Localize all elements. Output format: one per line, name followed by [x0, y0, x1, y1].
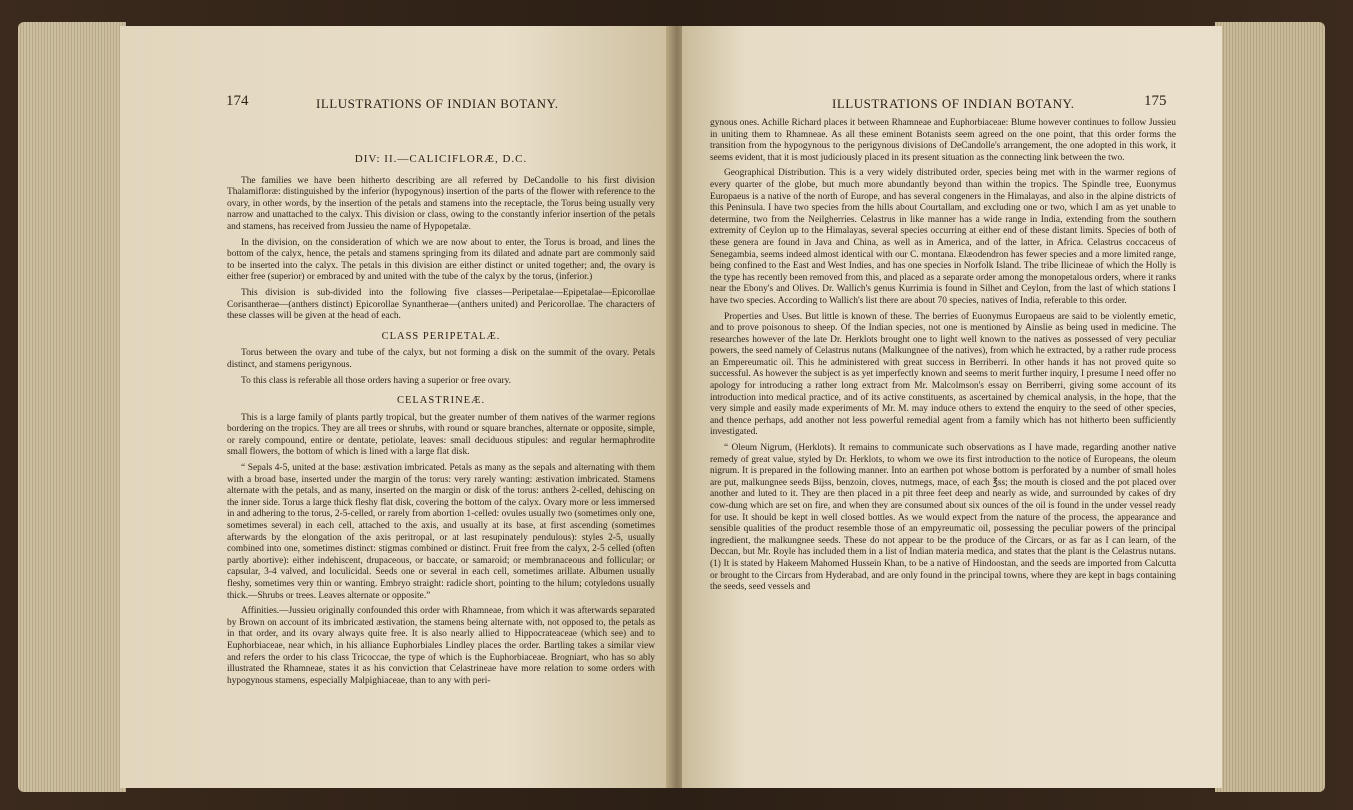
- division-heading: DIV: II.—CALICIFLORÆ, D.C.: [354, 153, 528, 165]
- page-number: 174: [226, 93, 249, 109]
- paragraph: “ Sepals 4-5, united at the base: æstivation imbricated. Petals as many as the sepals and alternating with them with a broad base, inserted under the margin of the torus: very rarely wanting: æstivation imbricated. Stamens alternate with the petals, and as many, inserted on the margin or disk of the torus: anthers 2-celled, dehiscing on the inner side. Torus a large thick fleshy flat disk, covering the bottom of the calyx. Ovary more or less immersed in and adhering to the torus, 2-5-celled, or rarely from abortion 1-celled: ovules usually two (sometimes only one, sometimes several) in each cell, attached to the axis, and usually at its base, at first ascending (sometimes afterwards by the elongation of the axis peritropal, or at last resupinately pendulous): styles 2-5, usually combined into one, sometimes distinct: stigmas combined or distinct. Fruit free from the calyx, 2-5 celled (often partly abortive): either indehiscent, drupaceous, or baccate, or samaroid; or membranaceous and follicular; or capsular, 3-4 valved, and loculicidal. Seeds one or several in each cell, sometimes arillate. Albumen usually fleshy, sometimes very thin or wanting. Embryo straight: radicle short, pointing to the hilum; cotyledons usually thick.—Shrubs or trees. Leaves alternate or opposite.”: [227, 463, 655, 601]
- paragraph: Properties and Uses. But little is known of these. The berries of Euonymus Europaeus are said to be violently emetic, and to prove poisonous to sheep. Of the Indian species, not one is mentioned by Ainslie as being used in medicine. The researches however of the late Dr. Herklots brought one to light well known to the natives as possessed of very peculiar powers, the seed namely of Celastrus nutans (Malkungnee of the natives), from which he extracted, by a rather rude process an Empereumatic oil. This he administered with great success in Berriberri. In other hands it has not proved quite so successful. As however the subject is as yet imperfectly known and seems to merit further inquiry, I presume I need offer no apology for introducing a rather long extract from Mr. Malcolmson's essay on Berriberri, giving some account of its introduction into medical practice, and of its active constituents, as ascertained by chemical analysis, in the hope, that the very simple and easily made experiments of Mr. M. may induce others to extend the enquiry to the seed of other species, and thence perhaps, add another not less powerful remedial agent from a family which has not hitherto been sufficiently investigated.: [710, 311, 1176, 438]
- paragraph: Affinities.—Jussieu originally confounded this order with Rhamneae, from which it was afterwards separated by Brown on account of its imbricated æstivation, the stamens being alternate with, not opposed to, the petals as in that order, and its ovary always quite free. It is also nearly allied to Hippocrateaceae (which see) and to Euphorbiaceae, near which, in his alliance Euphorbiales Lindley places the order. Bartling takes a similar view and refers the order to his class Tricoccae, the type of which is the Euphorbiaceae. Brogniart, who has so ably illustrated the Rhamneae, states it as his conviction that Celastrineae have more relation to some orders with hypogynous stamens, especially Malpighiaceae, than to any with peri-: [227, 606, 655, 686]
- paragraph: “ Oleum Nigrum, (Herklots). It remains to communicate such observations as I have made, regarding another native remedy of great value, styled by Dr. Herklots, to whom we owe its first introduction to the notice of Europeans, the oleum nigrum. It is prepared in the following manner. Into an earthen pot whose bottom is perforated by a number of small holes are put, malkungnee seeds Bijss, benzoin, cloves, nutmegs, mace, of each ℥ss; the mouth is closed and the pot placed over another and luted to it. They are then placed in a pit three feet deep and nearly as wide, and surrounded by cakes of dry cow-dung which are set on fire, and when they are consumed about six ounces of the oil is found in the under vessel ready for use. It should be kept in well closed bottles. As we would expect from the nature of the process, the appearance and sensible qualities of the product resemble those of an empyreumatic oil, possessing the peculiar powers of the principal ingredient, the malkungnee seeds. These do not appear to be the produce of the Circars, or as far as I can learn, of the Deccan, but Mr. Royle has included them in a list of Indian materia medica, and states that the plant is the Celastrus nutans.(1) It is stated by Hakeem Mahomed Hussein Khan, to be a native of Hindoostan, and the seeds are imported from Calcutta or brought to the Circars from Hyderabad, and are only found in the principal towns, where they are kept in bags containing the seeds, seed vessels and: [710, 443, 1176, 593]
- left-text-column: [227, 154, 655, 691]
- paragraph: Geographical Distribution. This is a very widely distributed order, species being met with in the warmer regions of every quarter of the globe, but much more abundantly beyond than within the tropics. The Spindle tree, Euonymus Europaeus is a native of the north of Europe, and has several congeners in the Himalayas, and also in the alpine districts of this Peninsula. I have two species from the hills about Courtallam, and excluding one or two, which I am as yet unable to determine, two from the Neilgherries. Celastrus in like manner has a wide range in India, extending from the southern extremity of Ceylon up to the Himalayas, several species occurring at either end of these distant limits. Species of both of these genera are found in Java and China, as well as in America, and of the latter, in Africa. Celastrus coccaceus of Senegambia, seems indeed almost identical with our C. montana. Elæodendron has fewer species and a more limited range, being confined to the East and West Indies, and has one species in Norfolk Island. The tribe Ilicineae of which the Holly is the type has recently been removed from this, and placed as a separate order among the monopetalous orders, where it ranks near the Ebony's and Olives. Dr. Wallich's genus Kurrimia is found in Silhet and Ceylon, from the last of which stations I have two species. According to Wallich's list there are about 70 species, natives of India, referable to this order.: [710, 168, 1176, 306]
- left-page-edges: [18, 22, 126, 792]
- right-page-edges: [1215, 22, 1325, 792]
- class-heading: CLASS PERIPETALÆ.: [381, 330, 501, 342]
- paragraph: Torus between the ovary and tube of the calyx, but not forming a disk on the summit of the ovary. Petals distinct, and stamens perigynous.: [227, 348, 655, 370]
- right-text-column: [710, 118, 1176, 598]
- paragraph: This division is sub-divided into the following five classes—Peripetalae—Epipetalae—Epicorollae Corisantherae—(anthers distinct) Epicorollae Synantherae—(anthers united) and Pericorollae. The characters of these classes will be given at the head of each.: [227, 287, 655, 322]
- paragraph: To this class is referable all those orders having a superior or free ovary.: [241, 375, 511, 386]
- running-head: ILLUSTRATIONS OF INDIAN BOTANY.: [832, 96, 1075, 111]
- page-number: 175: [1144, 93, 1167, 109]
- right-page: [682, 26, 1222, 788]
- left-page: [120, 26, 672, 788]
- paragraph: In the division, on the consideration of which we are now about to enter, the Torus is broad, and lines the bottom of the calyx, hence, the petals and stamens springing from its dilated and adnate part are commonly said to be inserted into the calyx. The petals in this division are either distinct or united together; and, the ovary is either free (superior) or embraced by and united with the tube of the calyx by the torus, (inferior.): [227, 237, 655, 283]
- running-head: ILLUSTRATIONS OF INDIAN BOTANY.: [316, 96, 559, 111]
- paragraph: The families we have been hitherto describing are all referred by DeCandolle to his first division Thalamifloræ: distinguished by the inferior (hypogynous) insertion of the parts of the flower with reference to the ovary, in other words, by the insertion of the petals and stamens into the receptacle, the Torus being usually very narrow and unattached to the calyx. This division or class, owing to the constantly inferior insertion of the petals and stamens, has received from Jussieu the name of Hypopetalæ.: [227, 175, 655, 232]
- paragraph: gynous ones. Achille Richard places it between Rhamneae and Euphorbiaceae: Blume however continues to follow Jussieu in uniting them to Rhamneae. As all these eminent Botanists seem agreed on the one point, that this order forms the transition from the hypogynous to the perigynous divisions of DeCandolle's arrangement, the one adopted in this work, it seems evident, that it is most judiciously placed in its present situation as the connecting link between the two.: [710, 118, 1176, 163]
- paragraph: This is a large family of plants partly tropical, but the greater number of them natives of the warmer regions bordering on the tropics. They are all trees or shrubs, with round or square branches, alternate or opposite, simple, or rarely compound, entire or dentate, petiolate, leaves: small deciduous stipules: and regular hermaphrodite small flowers, the bottom of which is lined with a large flat disk.: [227, 412, 655, 458]
- order-heading: CELASTRINEÆ.: [396, 395, 486, 407]
